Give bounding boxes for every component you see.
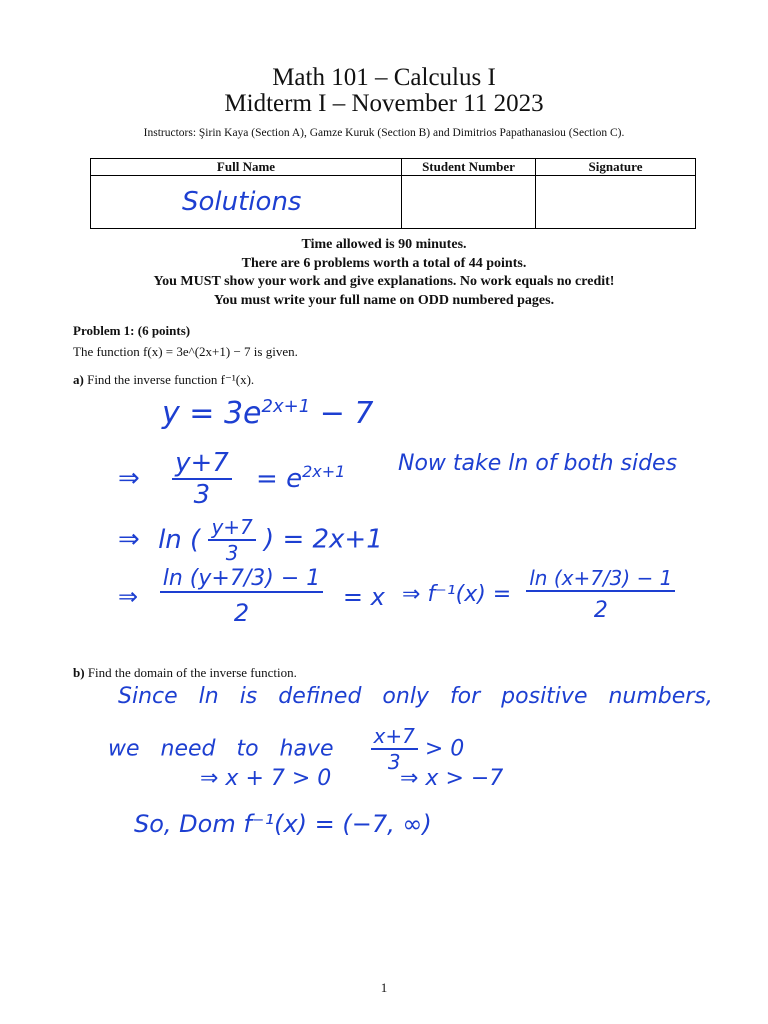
sol-a-note: Now take ln of both sides [398,451,678,476]
instruction-time: Time allowed is 90 minutes. [301,237,467,252]
sol-a-l4-arrow2: ⇒ [402,582,421,607]
signature-cell[interactable] [536,176,696,229]
instructors-line: Instructors: Şirin Kaya (Section A), Gamze Kuruk (Section B) and Dimitrios Papathanasiou (Section C). [143,127,625,139]
sol-b-line4: So, Dom f⁻¹(x) = (−7, ∞) [134,810,432,838]
problem1-statement: The function f(x) = 3e^(2x+1) − 7 is given. [73,344,298,359]
sol-a-l3-close: ) = 2x+1 [264,524,383,555]
instruction-full-name: You must write your full name on ODD numbered pages. [213,292,555,308]
part-a-label: a) [73,372,84,387]
sol-a-l3-ln: ln ( [158,524,201,555]
sol-a-l4-frac2 [526,566,675,623]
page-number: 1 [380,980,388,995]
sol-a-line3 [118,515,383,565]
exam-title-line1: Math 101 – Calculus I [272,64,496,91]
sol-a-l2-arrow: ⇒ [118,463,140,494]
sol-a-l3-frac [208,515,255,565]
sol-a-l4-den2: 2 [526,590,675,623]
sol-b-l2-rel: > 0 [424,736,465,762]
sol-a-l1-lhs: y = 3e [162,396,262,431]
sol-a-l4-finv: f⁻¹(x) = [427,582,512,607]
sol-a-l4-num2: ln (x+7/3) − 1 [529,566,673,590]
sol-a-l2-frac [172,448,232,510]
student-number-header: Student Number [402,159,536,176]
sol-a-l3-arrow: ⇒ [118,524,140,555]
full-name-cell[interactable] [91,176,402,229]
part-b-text: Find the domain of the inverse function. [87,665,297,680]
sol-a-l3-num: y+7 [211,515,253,539]
instruction-problems: There are 6 problems worth a total of 44 points. [241,255,527,271]
part-a-prompt [73,372,254,388]
sol-a-l3-den: 3 [208,539,255,565]
signature-header: Signature [536,159,696,176]
exam-title-line2: Midterm I – November 11 2023 [224,90,544,117]
part-a-text: Find the inverse function f⁻¹(x). [87,372,255,387]
sol-a-l2-eq: = e [256,463,303,494]
sol-b-l2-text: we need to have [108,736,334,762]
sol-b-line3a: ⇒ x + 7 > 0 [200,766,332,791]
part-b-prompt [73,665,297,681]
sol-a-line1 [162,396,373,431]
sol-a-l2-exp: 2x+1 [302,461,346,481]
sol-a-l2-num: y+7 [175,448,229,478]
sol-a-l1-rhs: − 7 [319,396,374,431]
sol-a-line4 [118,566,385,627]
sol-a-l4-eq: = x [342,582,385,611]
problem1-heading: Problem 1: (6 points) [73,323,191,338]
sol-b-line3b: ⇒ x > −7 [400,766,504,791]
sol-a-l4-frac [160,566,324,627]
sol-b-l2-num: x+7 [373,724,415,748]
full-name-header: Full Name [91,159,402,176]
instructions-block [0,236,768,310]
full-name-value: Solutions [182,187,302,217]
sol-b-line1: Since ln is defined only for positive numbers, [118,684,713,709]
sol-a-l2-den: 3 [172,478,232,510]
sol-a-line2 [118,448,345,510]
sol-a-l4-arrow: ⇒ [118,582,139,611]
sol-a-line4-right [402,566,675,623]
sol-a-l4-den: 2 [160,591,324,627]
student-number-cell[interactable] [402,176,536,229]
student-info-table [90,158,696,229]
sol-a-l1-exp: 2x+1 [261,396,311,417]
instruction-show-work: You MUST show your work and give explanations. No work equals no credit! [153,274,615,289]
sol-b-l2-den: 3 [371,748,418,774]
sol-a-l4-num: ln (y+7/3) − 1 [162,566,321,591]
part-b-label: b) [73,665,85,680]
